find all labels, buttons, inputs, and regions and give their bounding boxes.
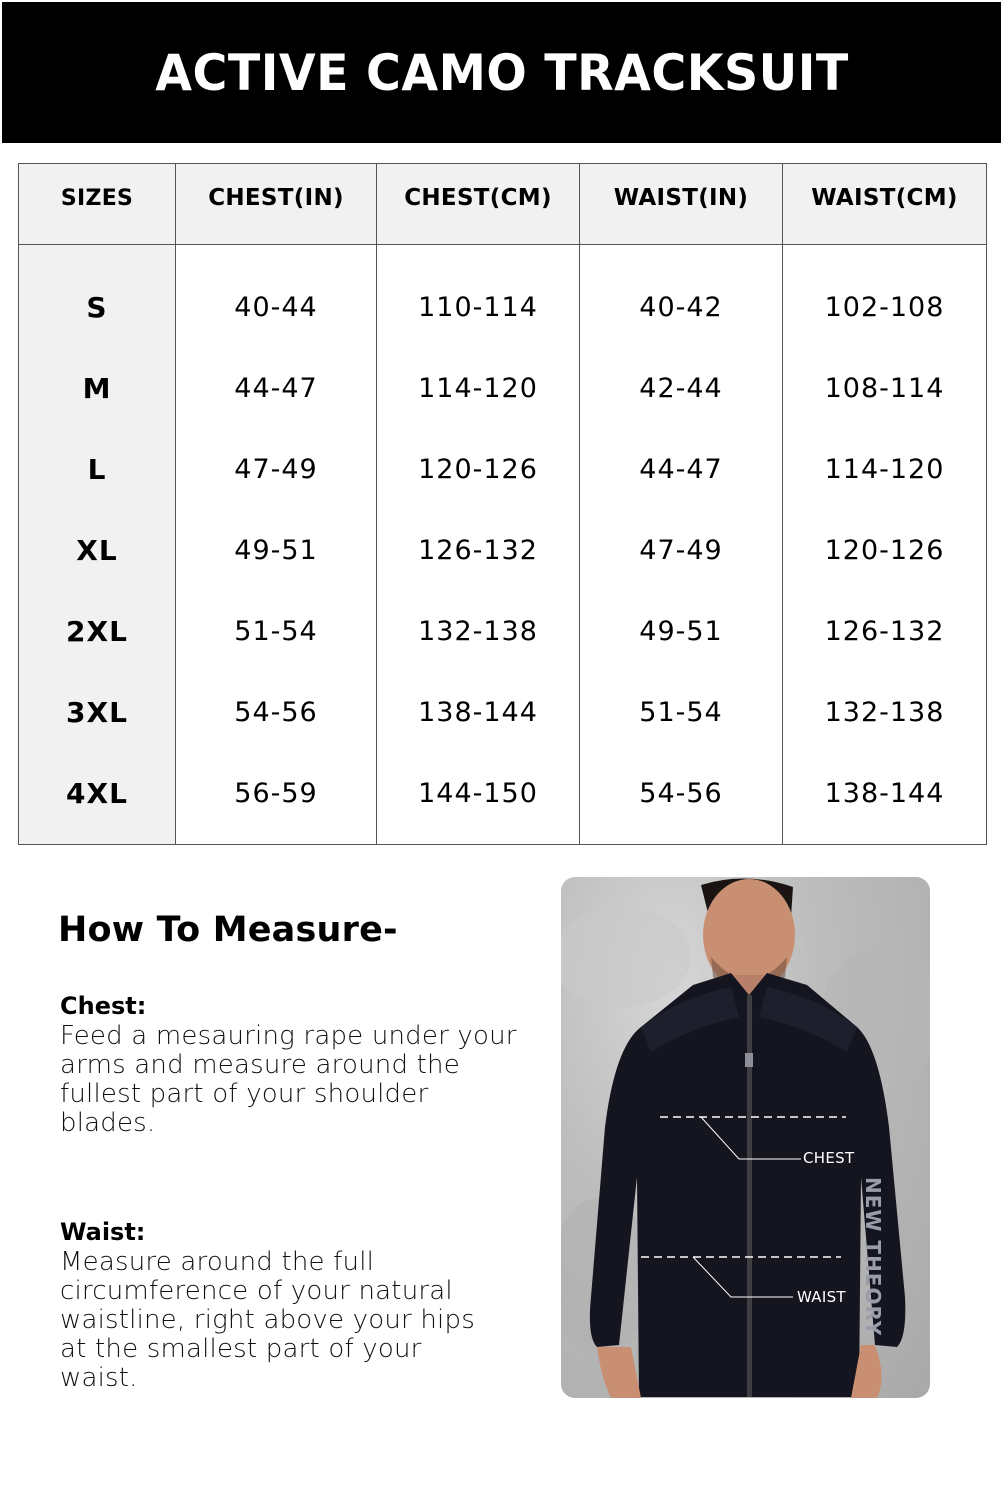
chest-label: Chest: bbox=[60, 992, 147, 1020]
waist-cm-cell: 132-138 bbox=[783, 672, 987, 753]
title-banner bbox=[2, 2, 1001, 143]
table-header-row bbox=[19, 164, 987, 245]
size-chart-table bbox=[18, 163, 987, 845]
size-cell: 3XL bbox=[19, 672, 176, 753]
waist-in-cell: 47-49 bbox=[580, 510, 783, 591]
waist-in-cell: 42-44 bbox=[580, 348, 783, 429]
chest-description: Feed a mesauring rape under your arms and measure around the fullest part of your shoulder blades. bbox=[60, 1021, 517, 1138]
column-header-waist-cm: WAIST(CM) bbox=[783, 164, 987, 245]
table-row bbox=[19, 429, 987, 510]
waist-callout-label: WAIST bbox=[797, 1288, 846, 1306]
waist-description: Measure around the full circumference of your natural waistline, right above your hips at the smallest part of your waist. bbox=[60, 1247, 475, 1393]
chest-in-cell: 40-44 bbox=[176, 245, 377, 348]
model-photo bbox=[561, 877, 930, 1398]
chest-cm-cell: 132-138 bbox=[377, 591, 580, 672]
waist-in-cell: 44-47 bbox=[580, 429, 783, 510]
chest-cm-cell: 144-150 bbox=[377, 753, 580, 845]
waist-cm-cell: 114-120 bbox=[783, 429, 987, 510]
chest-instructions bbox=[58, 990, 528, 1138]
chest-cm-cell: 110-114 bbox=[377, 245, 580, 348]
waist-instructions bbox=[58, 1216, 528, 1393]
column-header-sizes: SIZES bbox=[19, 164, 176, 245]
table-row bbox=[19, 245, 987, 348]
waist-label: Waist: bbox=[60, 1218, 146, 1246]
how-to-measure-heading: How To Measure- bbox=[58, 910, 398, 950]
waist-cm-cell: 120-126 bbox=[783, 510, 987, 591]
table-row bbox=[19, 753, 987, 845]
size-cell: M bbox=[19, 348, 176, 429]
column-header-chest-in: CHEST(IN) bbox=[176, 164, 377, 245]
size-cell: 4XL bbox=[19, 753, 176, 845]
size-cell: L bbox=[19, 429, 176, 510]
column-header-waist-in: WAIST(IN) bbox=[580, 164, 783, 245]
waist-in-cell: 40-42 bbox=[580, 245, 783, 348]
chest-in-cell: 47-49 bbox=[176, 429, 377, 510]
waist-in-cell: 51-54 bbox=[580, 672, 783, 753]
chest-in-cell: 44-47 bbox=[176, 348, 377, 429]
chest-cm-cell: 126-132 bbox=[377, 510, 580, 591]
waist-in-cell: 54-56 bbox=[580, 753, 783, 845]
chest-callout-label: CHEST bbox=[803, 1149, 855, 1167]
chest-cm-cell: 114-120 bbox=[377, 348, 580, 429]
waist-cm-cell: 126-132 bbox=[783, 591, 987, 672]
chest-in-cell: 56-59 bbox=[176, 753, 377, 845]
table-row bbox=[19, 591, 987, 672]
size-cell: XL bbox=[19, 510, 176, 591]
size-cell: 2XL bbox=[19, 591, 176, 672]
chest-in-cell: 54-56 bbox=[176, 672, 377, 753]
model-illustration bbox=[561, 877, 930, 1398]
chest-in-cell: 51-54 bbox=[176, 591, 377, 672]
waist-cm-cell: 102-108 bbox=[783, 245, 987, 348]
table-row bbox=[19, 672, 987, 753]
page-title: ACTIVE CAMO TRACKSUIT bbox=[154, 43, 849, 102]
waist-cm-cell: 138-144 bbox=[783, 753, 987, 845]
column-header-chest-cm: CHEST(CM) bbox=[377, 164, 580, 245]
table-row bbox=[19, 348, 987, 429]
waist-cm-cell: 108-114 bbox=[783, 348, 987, 429]
size-cell: S bbox=[19, 245, 176, 348]
table-row bbox=[19, 510, 987, 591]
chest-in-cell: 49-51 bbox=[176, 510, 377, 591]
waist-in-cell: 49-51 bbox=[580, 591, 783, 672]
chest-cm-cell: 120-126 bbox=[377, 429, 580, 510]
how-to-measure-section bbox=[58, 910, 528, 1393]
chest-cm-cell: 138-144 bbox=[377, 672, 580, 753]
sleeve-print: NEW THEORY bbox=[861, 1177, 885, 1337]
